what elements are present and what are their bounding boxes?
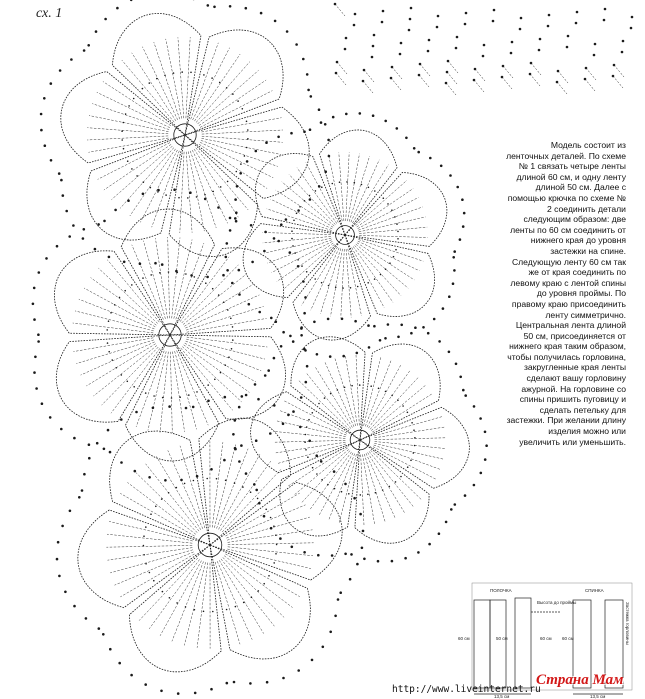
schematic-front-label: ПОЛОЧКА <box>490 588 512 593</box>
instructions-paragraph: Модель состоит из ленточных деталей. По схеме № 1 связать четыре ленты длиной 60 см, и одну ленту длиной 50 см. Далее с помощью крючка по схеме № 2 соединить детали следующим образом: две ленты по 60 см соединить от нижнего края до уровня застежки на спине. Следующую ленту 60 см так же от края соединить по левому краю с лентой спины до уровня проймы. По правому краю присоединить ленту симметрично. Центральная лента длиной 50 см, присоединяется от нижнего края таким образом, чтобы получилась горловина, закругленные края ленты сделают вашу горловину ажурной. На горловине со спины пришить пуговицу и сделать петельку для застежки. При желании длину изделия можно или увеличить или уменьшить. <box>506 140 626 447</box>
schematic-length-label-1: 60 см <box>458 636 470 641</box>
motif-5 <box>56 395 365 695</box>
schematic-length-label-4: 60 см <box>562 636 574 641</box>
schematic-clasp-label: Застежка горловины <box>625 602 630 645</box>
motif-4 <box>232 318 488 563</box>
motif-2 <box>225 112 466 358</box>
chart-label: сх. 1 <box>36 6 63 21</box>
motif-1 <box>40 0 330 278</box>
motif-3 <box>32 188 309 481</box>
watermark-url: http://www.liveinternet.ru <box>392 684 541 695</box>
crochet-motifs <box>32 0 488 695</box>
watermark-logo: Страна Мам <box>536 672 624 688</box>
schematic-armhole-label: Высота до проймы <box>537 600 577 605</box>
schematic-width-label-front: 13,5 см <box>494 694 510 699</box>
schematic-width-label-back: 13,5 см <box>590 694 606 699</box>
schematic-length-label-2: 50 см <box>496 636 508 641</box>
schematic-length-label-3: 60 см <box>540 636 552 641</box>
schematic-back-label: СПИНКА <box>585 588 604 593</box>
instructions-text <box>506 140 626 447</box>
top-chart-fragment <box>334 3 634 95</box>
